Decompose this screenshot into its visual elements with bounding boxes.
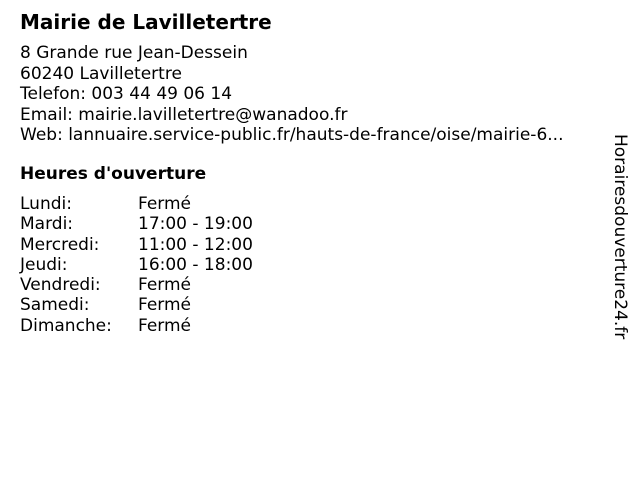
day-label: Samedi: — [20, 295, 90, 316]
hours-row-wednesday — [20, 235, 253, 255]
time-value: 11:00 - 12:00 — [138, 234, 253, 255]
time-value: Fermé — [138, 275, 192, 296]
day-label: Mercredi: — [20, 234, 100, 255]
phone-number: Telefon: 003 44 49 06 14 — [20, 84, 233, 104]
day-label: Mardi: — [20, 214, 74, 235]
time-value: 17:00 - 19:00 — [138, 214, 253, 235]
day-label: Lundi: — [20, 194, 72, 214]
hours-row-tuesday — [20, 214, 253, 234]
city-address: 60240 Lavilletertre — [20, 63, 182, 84]
day-label: Vendredi: — [20, 275, 101, 296]
page-title: Mairie de Lavilletertre — [20, 10, 272, 34]
website-url: Web: lannuaire.service-public.fr/hauts-de-france/oise/mairie-6... — [20, 125, 564, 145]
opening-hours-table — [20, 194, 253, 336]
time-value: Fermé — [138, 315, 192, 336]
day-label: Dimanche: — [20, 315, 112, 336]
hours-row-monday — [20, 194, 253, 214]
time-value: Fermé — [138, 194, 192, 214]
contact-info — [20, 43, 563, 146]
day-label: Jeudi: — [20, 254, 68, 275]
time-value: Fermé — [138, 295, 192, 316]
hours-row-friday — [20, 275, 253, 295]
email-address: Email: mairie.lavilletertre@wanadoo.fr — [20, 104, 348, 125]
street-address: 8 Grande rue Jean-Dessein — [20, 43, 248, 63]
hours-row-saturday — [20, 295, 253, 315]
site-watermark-label: Horairesdouverture24.fr — [610, 134, 630, 340]
hours-heading: Heures d'ouverture — [20, 164, 207, 184]
time-value: 16:00 - 18:00 — [138, 254, 253, 275]
hours-row-thursday — [20, 255, 253, 275]
hours-row-sunday — [20, 316, 253, 336]
